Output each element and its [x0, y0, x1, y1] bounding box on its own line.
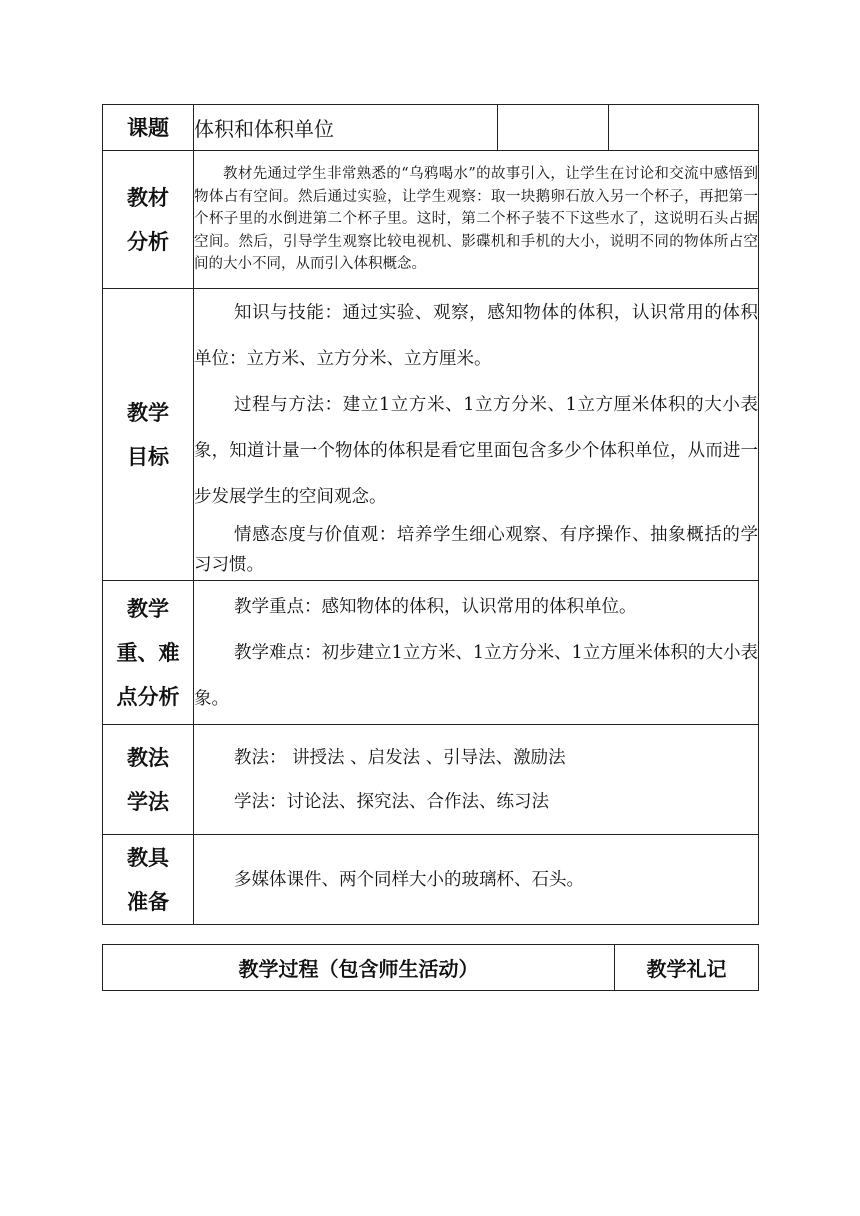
methods-row	[103, 725, 759, 835]
process-header-table	[102, 944, 759, 991]
objective-process: 过程与方法：建立1立方米、1立方分米、1立方厘米体积的大小表象，知道计量一个物体的体积是看它里面包含多少个体积单位，从而进一步发展学生的空间观念。	[194, 394, 758, 507]
analysis-text: 教材先通过学生非常熟悉的“乌鸦喝水”的故事引入，让学生在讨论和交流中感悟到物体占有空间。然后通过实验，让学生观察：取一块鹅卵石放入另一个杯子，再把第一个杯子里的水倒进第二个杯子里。这时，第二个杯子装不下这些水了，这说明石头占据空间。然后，引导学生观察比较电视机、影碟机和手机的大小，说明不同的物体所占空间的大小不同，从而引入体积概念。	[194, 151, 759, 289]
topic-label: 课题	[103, 105, 194, 151]
learning-methods: 学法：讨论法、探究法、合作法、练习法	[234, 791, 549, 812]
objectives-row	[103, 289, 759, 581]
process-header-row	[103, 945, 759, 991]
topic-row	[103, 105, 759, 151]
objective-attitude: 情感态度与价值观：培养学生细心观察、有序操作、抽象概括的学习习惯。	[194, 524, 758, 575]
notes-heading: 教学礼记	[615, 945, 759, 991]
difficult-point: 教学难点：初步建立1立方米、1立方分米、1立方厘米体积的大小表象。	[194, 642, 758, 709]
analysis-row	[103, 151, 759, 289]
tools-content	[194, 835, 759, 925]
tools-text: 多媒体课件、两个同样大小的玻璃杯、石头。	[234, 869, 584, 890]
objective-knowledge: 知识与技能：通过实验、观察，感知物体的体积，认识常用的体积单位：立方米、立方分米、立方厘米。	[194, 302, 758, 369]
objectives-label: 教学 目标	[103, 289, 194, 581]
process-heading: 教学过程（包含师生活动）	[103, 945, 615, 991]
teaching-methods: 教法： 讲授法 、启发法 、引导法、激励法	[234, 747, 566, 768]
analysis-label: 教材 分析	[103, 151, 194, 289]
key-points-content	[194, 581, 759, 725]
topic-blank-cell-1	[498, 105, 609, 151]
tools-label: 教具 准备	[103, 835, 194, 925]
topic-blank-cell-2	[609, 105, 759, 151]
topic-value: 体积和体积单位	[194, 105, 498, 151]
key-point: 教学重点：感知物体的体积，认识常用的体积单位。	[234, 596, 637, 617]
lesson-plan-table	[102, 104, 759, 925]
tools-row	[103, 835, 759, 925]
key-points-row	[103, 581, 759, 725]
methods-content	[194, 725, 759, 835]
key-points-label: 教学 重、难 点分析	[103, 581, 194, 725]
methods-label: 教法 学法	[103, 725, 194, 835]
objectives-content	[194, 289, 759, 581]
